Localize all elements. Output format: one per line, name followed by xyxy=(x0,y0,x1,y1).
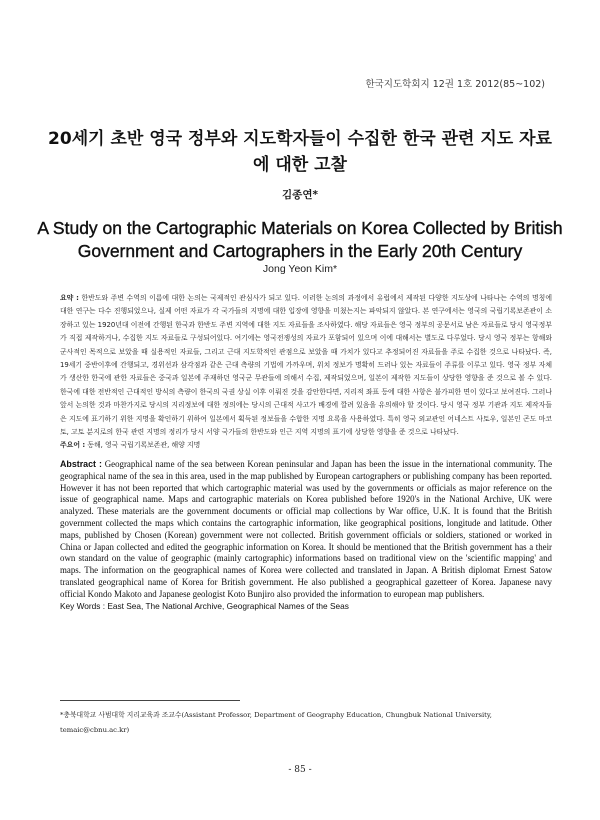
footnote-divider xyxy=(60,700,240,701)
english-keywords-label: Key Words : xyxy=(60,600,106,611)
english-abstract-label: Abstract : xyxy=(60,459,102,469)
page-number: - 85 - xyxy=(288,765,312,775)
english-title: A Study on the Cartographic Materials on Korea Collected by British Government and Cartographers in the Early 20th Century xyxy=(37,218,563,261)
english-author: Jong Yeon Kim* xyxy=(262,263,338,275)
korean-author: 김종연* xyxy=(282,189,318,201)
english-abstract-text: Geographical name of the sea between Korean peninsular and Japan has been the issue in the international community. The geographical name of the sea in this area, used in the map published by European cartographers or publishing company has been reported. However it has not been reported that which cartographic material was used by the governments or officials as major reference on the issue of geographical name. Maps and cartographic materials on Korea published before 1920's in the National Archive, UK were analyzed. These materials are the government documents or official map collections by War office, U.K. It is found that the British government collected the maps which contains the cartographic information, like geographical positions, longitude and latitude. Other maps, published by Chosen (Korean) government were not collected. British government officials or soldiers, stationed or worked in China or Japan collected and edited the geographic information on Korea. It should be mentioned that the British government has a their own standard on the value of geographic (mainly cartographic) informations based on traditional view on the 'scientific mapping' and maps. The information on the geographical names of Korea were collected and translated in Japan. A British diplomat Ernest Satow translated geographical name of Korea for British government. He also published a geographical gazetteer of Korea. Japanese navy official Kondo Makoto and Japanese geologist Koto Bunjiro also provided the information to european map publishers. xyxy=(60,459,553,599)
korean-abstract-text: 한반도와 주변 수역의 이름에 대한 논의는 국제적인 관심사가 되고 있다. 이러한 논의의 과정에서 유럽에서 제작된 다양한 지도상에 나타나는 수역의 명칭에 대한 연구는 다수 진행되었으나, 실제 어떤 자료가 각 국가들의 지명에 대한 입장에 영향을 미쳤는지는 파악되지 않았다. 본 연구에서는 영국의 국립기록보존관이 소장하고 있는 1920년대 이전에 간행된 한국과 한반도 주변 지역에 대한 지도 자료들을 조사하였다. 해당 자료들은 영국 정부의 공문서로 남은 자료들로 당시 영국정부가 직접 제작하거나, 수집한 지도 자료들로 구성되어있다. 여기에는 영국전쟁성의 자료가 포함되어 있으며 이에 대해서는 별도로 다루었다. 당시 영국 정부는 항해와 군사적인 목적으로 보았을 때 실용적인 자료들, 그리고 근대 지도학적인 관점으로 보았을 때 가치가 있다고 추정되어진 자료들을 주로 수집한 것으로 나타났다. 즉, 19세기 중반이후에 간행되고, 경위선과 삼각점과 같은 근대 측량의 기법에 가까우며, 위치 정보가 명확히 드러나 있는 자료들이 주류를 이루고 있다. 영국 정부 자체가 생산한 한국에 관한 자료들은 중국과 일본에 주재하던 영국군 무관들에 의해서 수집, 제작되었으며, 일본이 제작한 지도들이 상당한 영향을 준 것으로 볼 수 있다. 한국에 대한 전반적인 근대적인 방식의 측량이 한국의 국권 상실 이후 이뤄진 것을 감안한다면, 지리적 좌표 등에 대한 사항은 불가피한 면이 있다고 보여진다. 그러나 앞서 논의한 것과 마찬가지로 당시의 지리정보에 대한 정의에는 당시의 근대적 사고가 배경에 깔려 있음을 유의해야 할 것이다. 당시 영국 정부 기관과 지도 제작자들은 지도에 표기하기 위한 지명을 확인하기 위하여 일본에서 획득된 정보들을 수합한 지명 요록을 사용하였다. 특히 영국 외교관인 어네스트 사토우, 일본인 곤도 마코토, 고토 분지로의 한국 관련 지명의 정리가 당시 서양 국가들의 한반도와 인근 지역 지명의 표기에 상당한 영향을 준 것으로 나타났다. xyxy=(60,294,553,437)
author-affiliation-footnote: *충북대학교 사범대학 지리교육과 조교수(Assistant Professor, Department of Geography Education, Chungbuk National University, temaic@cbnu.ac.kr) xyxy=(60,711,492,734)
english-keywords: East Sea, The National Archive, Geographical Names of the Seas xyxy=(107,600,349,611)
korean-keywords-label: 주요어 : xyxy=(60,441,86,450)
korean-keywords: 동해, 영국 국립기록보존관, 해양 지명 xyxy=(87,441,201,450)
korean-abstract xyxy=(60,292,552,453)
journal-header: 한국지도학회지 12권 1호 2012(85~102) xyxy=(365,79,545,90)
english-abstract xyxy=(60,459,552,612)
korean-abstract-label: 요약 : xyxy=(60,294,79,302)
korean-title: 20세기 초반 영국 정부와 지도학자들이 수집한 한국 관련 지도 자료에 대한 고찰 xyxy=(48,129,552,175)
